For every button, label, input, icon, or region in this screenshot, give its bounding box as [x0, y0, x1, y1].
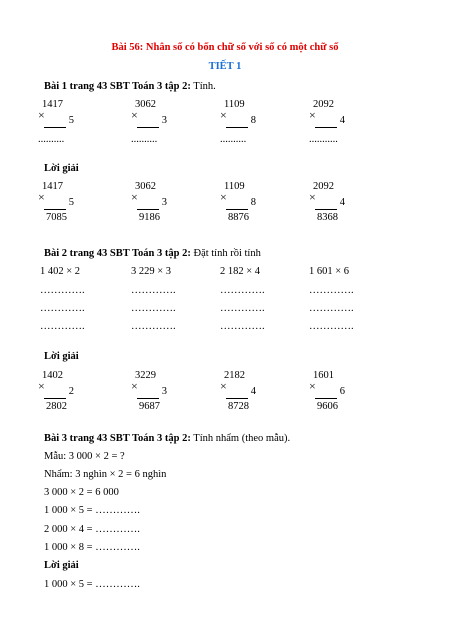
- ex2-blank: ………….: [40, 303, 85, 314]
- multiplier: 4: [339, 197, 345, 208]
- ex1-dots-2: ..........: [131, 134, 158, 145]
- result-line: [315, 398, 337, 399]
- multiply-sign: ×: [220, 190, 227, 204]
- sol2-problem-2: [133, 370, 173, 422]
- ex2-expr-3: 2 182 × 4: [220, 266, 261, 277]
- ex2-blank: ………….: [131, 285, 176, 296]
- ex3-question-1: 1 000 × 5 = ………….: [44, 505, 140, 516]
- ex2-blank: ………….: [40, 321, 85, 332]
- multiplicand: 1417: [42, 99, 63, 110]
- sol3-line-1: 1 000 × 5 = ………….: [44, 579, 140, 590]
- sol1-problem-3: [222, 181, 262, 233]
- multiplier: 4: [339, 115, 345, 126]
- ex2-blank: ………….: [309, 303, 354, 314]
- ex2-blank: ………….: [220, 303, 265, 314]
- product: 9687: [139, 401, 160, 412]
- multiplier: 4: [250, 386, 256, 397]
- exercise-2-instruction: Đặt tính rồi tính: [193, 248, 261, 259]
- ex3-question-2: 2 000 × 4 = ………….: [44, 524, 140, 535]
- multiply-sign: ×: [220, 379, 227, 393]
- multiplier: 8: [250, 115, 256, 126]
- result-line: [226, 127, 248, 128]
- result-line: [44, 398, 66, 399]
- multiply-sign: ×: [38, 108, 45, 122]
- result-line: [44, 209, 66, 210]
- ex1-dots-3: ..........: [220, 134, 247, 145]
- exercise-3-header: [44, 433, 290, 444]
- page-title: Bài 56: Nhân số có bốn chữ số với số có một chữ số: [111, 42, 339, 53]
- exercise-3-heading: Bài 3 trang 43 SBT Toán 3 tập 2:: [44, 433, 191, 444]
- sol1-problem-1: [40, 181, 80, 233]
- ex2-blank: ………….: [309, 321, 354, 332]
- sol1-problem-2: [133, 181, 173, 233]
- result-line: [137, 398, 159, 399]
- ex2-blank: ………….: [309, 285, 354, 296]
- ex1-dots-4: ...........: [309, 134, 338, 145]
- multiply-sign: ×: [220, 108, 227, 122]
- multiply-sign: ×: [309, 379, 316, 393]
- product: 7085: [46, 212, 67, 223]
- multiplicand: 1402: [42, 370, 63, 381]
- multiply-sign: ×: [131, 379, 138, 393]
- product: 2802: [46, 401, 67, 412]
- ex3-question-3: 1 000 × 8 = ………….: [44, 542, 140, 553]
- ex3-mental-line: Nhẩm: 3 nghìn × 2 = 6 nghìn: [44, 469, 167, 480]
- ex2-blank: ………….: [131, 303, 176, 314]
- ex2-blank: ………….: [220, 285, 265, 296]
- multiply-sign: ×: [38, 190, 45, 204]
- result-line: [226, 398, 248, 399]
- ex2-expr-1: 1 402 × 2: [40, 266, 81, 277]
- ex2-blank: ………….: [40, 285, 85, 296]
- section-subtitle: TIẾT 1: [208, 61, 242, 72]
- result-line: [226, 209, 248, 210]
- multiplier: 5: [68, 115, 74, 126]
- multiplicand: 3229: [135, 370, 156, 381]
- product: 9606: [317, 401, 338, 412]
- result-line: [315, 127, 337, 128]
- ex3-example-line: Mẫu: 3 000 × 2 = ?: [44, 451, 125, 462]
- multiplicand: 1109: [224, 99, 245, 110]
- multiplier: 8: [250, 197, 256, 208]
- multiplicand: 1109: [224, 181, 245, 192]
- ex2-expr-4: 1 601 × 6: [309, 266, 350, 277]
- exercise-3-instruction: Tính nhẩm (theo mẫu).: [193, 433, 291, 444]
- product: 8368: [317, 212, 338, 223]
- sol2-problem-4: [311, 370, 351, 422]
- result-line: [44, 127, 66, 128]
- ex2-expr-2: 3 229 × 3: [131, 266, 172, 277]
- product: 8876: [228, 212, 249, 223]
- multiplicand: 3062: [135, 99, 156, 110]
- ex2-blank: ………….: [220, 321, 265, 332]
- result-line: [137, 127, 159, 128]
- multiply-sign: ×: [131, 190, 138, 204]
- multiplicand: 2092: [313, 181, 334, 192]
- multiplicand: 1601: [313, 370, 334, 381]
- exercise-2-heading: Bài 2 trang 43 SBT Toán 3 tập 2:: [44, 248, 191, 259]
- solution-3-heading: Lời giải: [44, 560, 79, 571]
- multiplicand: 3062: [135, 181, 156, 192]
- product: 8728: [228, 401, 249, 412]
- sol2-problem-3: [222, 370, 262, 422]
- multiplier: 3: [161, 386, 167, 397]
- result-line: [315, 209, 337, 210]
- multiplier: 3: [161, 115, 167, 126]
- multiplier: 6: [339, 386, 345, 397]
- ex2-blank: ………….: [131, 321, 176, 332]
- multiplicand: 1417: [42, 181, 63, 192]
- multiply-sign: ×: [131, 108, 138, 122]
- multiplier: 2: [68, 386, 74, 397]
- exercise-1-header: [44, 81, 216, 92]
- multiplier: 5: [68, 197, 74, 208]
- sol1-problem-4: [311, 181, 351, 233]
- product: 9186: [139, 212, 160, 223]
- solution-1-heading: Lời giải: [44, 163, 79, 174]
- exercise-1-heading: Bài 1 trang 43 SBT Toán 3 tập 2:: [44, 81, 191, 92]
- exercise-2-header: [44, 248, 261, 259]
- multiplicand: 2092: [313, 99, 334, 110]
- exercise-1-instruction: Tính.: [193, 81, 216, 92]
- multiply-sign: ×: [309, 108, 316, 122]
- ex1-dots-1: ..........: [38, 134, 65, 145]
- result-line: [137, 209, 159, 210]
- sol2-problem-1: [40, 370, 80, 422]
- multiplicand: 2182: [224, 370, 245, 381]
- solution-2-heading: Lời giải: [44, 351, 79, 362]
- multiply-sign: ×: [38, 379, 45, 393]
- multiplier: 3: [161, 197, 167, 208]
- multiply-sign: ×: [309, 190, 316, 204]
- ex3-example-result: 3 000 × 2 = 6 000: [44, 487, 119, 498]
